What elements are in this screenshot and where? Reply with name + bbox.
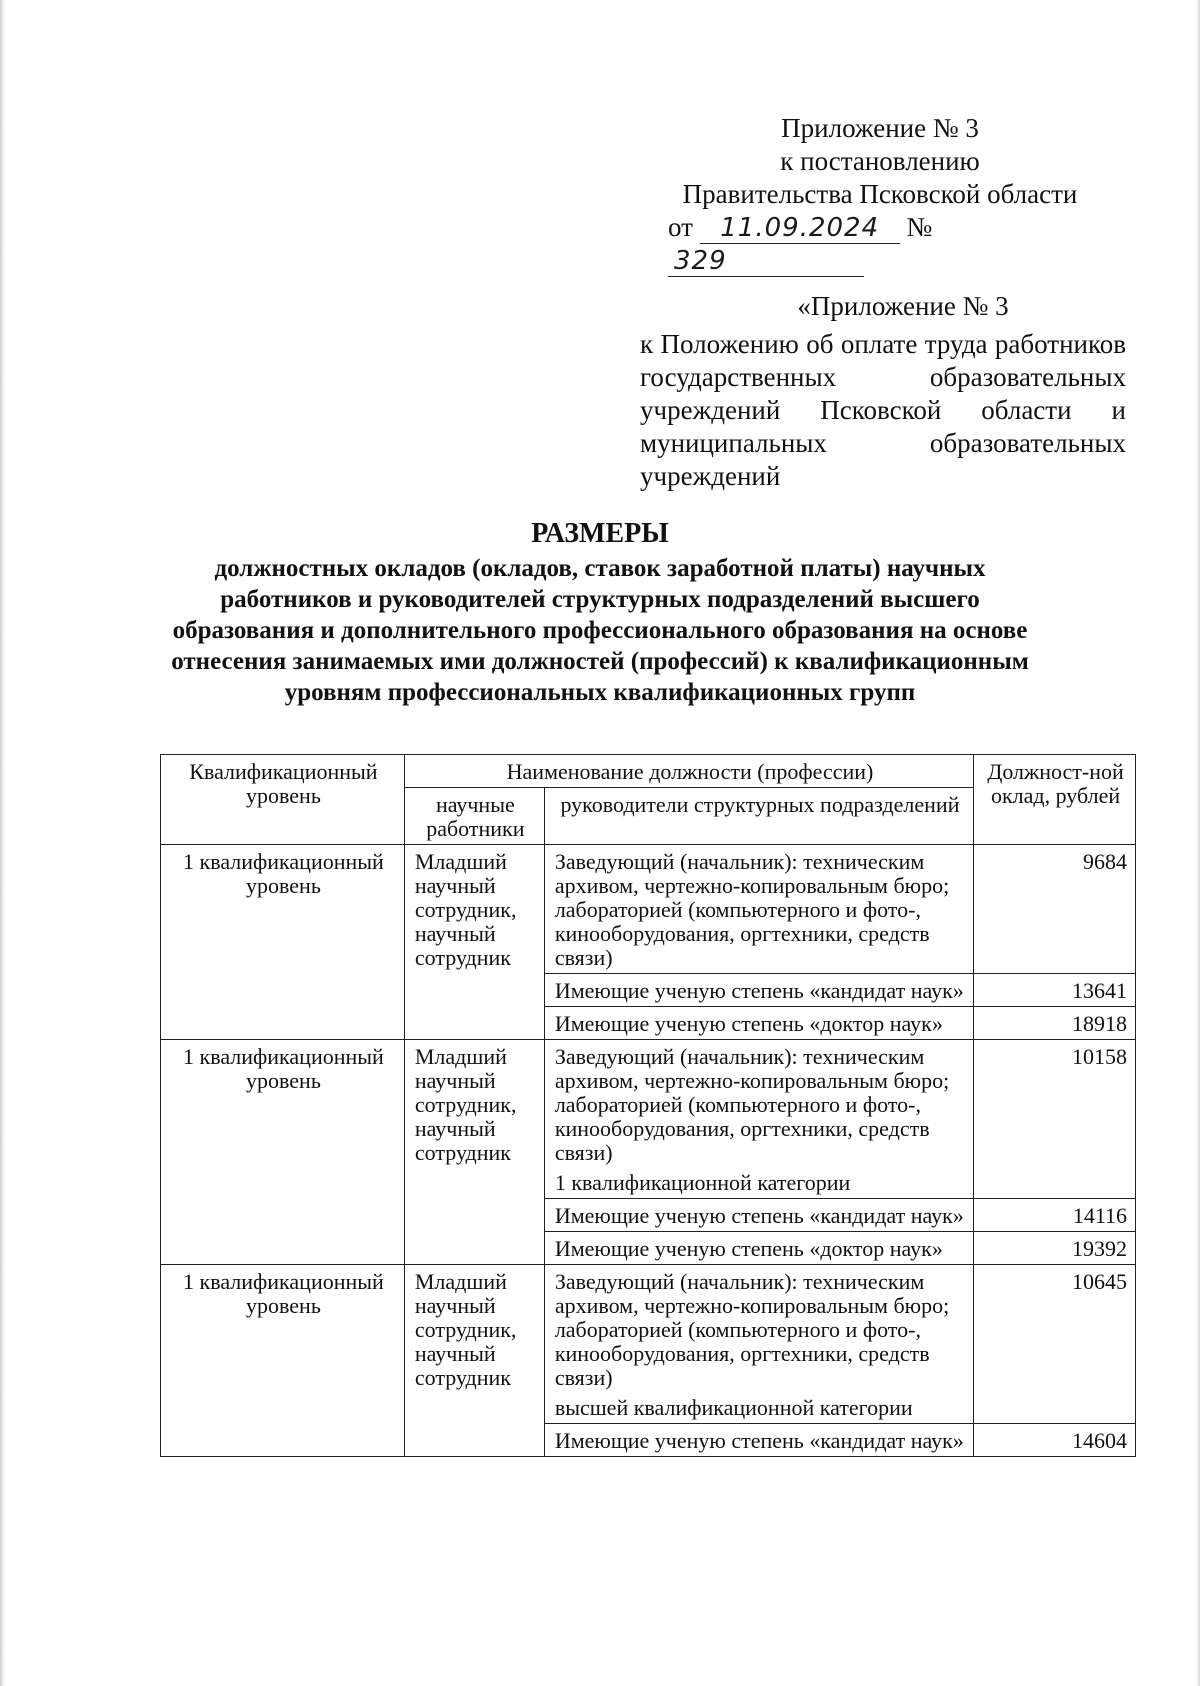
table-row xyxy=(161,1040,1136,1199)
cell-qualification-level: 1 квалификационный уровень xyxy=(161,845,405,1040)
manager-category: 1 квалификационной категории xyxy=(554,1170,851,1195)
cell-qualification-level: 1 квалификационный уровень xyxy=(161,1040,405,1265)
appendix-reference xyxy=(640,290,1126,493)
cell-salary: 10158 xyxy=(974,1040,1136,1199)
table-row xyxy=(161,1265,1136,1424)
document-title: РАЗМЕРЫ xyxy=(531,518,669,549)
header-managers: руководители структурных подразделений xyxy=(544,788,973,845)
cell-salary: 14604 xyxy=(974,1424,1136,1457)
cell-qualification-level: 1 квалификационный уровень xyxy=(161,1265,405,1457)
date-number-line xyxy=(640,211,1120,277)
appendix-regulation-text: к Положению об оплате труда работников государственных образовательных учреждений Псковской области и муниципальных образовательных учреждений xyxy=(640,329,1126,491)
cell-salary: 14116 xyxy=(974,1199,1136,1232)
cell-manager-position: Имеющие ученую степень «кандидат наук» xyxy=(544,1199,973,1232)
manager-position-text: Заведующий (начальник): техническим архивом, чертежно-копировальным бюро; лабораторией (компьютерного и фото-, кинооборудования, оргтехники, средств связи) xyxy=(554,1044,950,1165)
cell-manager-position xyxy=(544,1040,973,1199)
manager-category: высшей квалификационной категории xyxy=(554,1395,913,1420)
cell-salary: 9684 xyxy=(974,845,1136,974)
cell-salary: 13641 xyxy=(974,974,1136,1007)
cell-manager-position: Имеющие ученую степень «доктор наук» xyxy=(544,1232,973,1265)
manager-position-text: Заведующий (начальник): техническим архивом, чертежно-копировальным бюро; лабораторией (компьютерного и фото-, кинооборудования, оргтехники, средств связи) xyxy=(554,1269,950,1390)
header-line-government: Правительства Псковской области xyxy=(682,179,1078,209)
header-qualification-level: Квалификационный уровень xyxy=(161,755,405,845)
date-prefix: от xyxy=(668,212,693,242)
header-line-to-resolution: к постановлению xyxy=(780,146,980,176)
cell-researchers: Младший научный сотрудник, научный сотрудник xyxy=(404,1265,544,1457)
scan-edge-right xyxy=(1195,0,1200,1686)
cell-manager-position: Имеющие ученую степень «кандидат наук» xyxy=(544,1424,973,1457)
cell-salary: 10645 xyxy=(974,1265,1136,1424)
cell-manager-position: Имеющие ученую степень «кандидат наук» xyxy=(544,974,973,1007)
scan-edge-left xyxy=(0,0,6,1686)
number-prefix: № xyxy=(906,212,933,242)
handwritten-date: 11.09.2024 xyxy=(700,213,900,244)
cell-salary: 18918 xyxy=(974,1007,1136,1040)
cell-manager-position xyxy=(544,845,973,974)
manager-position-text: Заведующий (начальник): техническим архивом, чертежно-копировальным бюро; лабораторией (компьютерного и фото-, кинооборудования, оргтехники, средств связи) xyxy=(554,849,950,970)
appendix-title: «Приложение № 3 xyxy=(797,291,1009,321)
salary-table xyxy=(160,754,1136,1457)
cell-manager-position: Имеющие ученую степень «доктор наук» xyxy=(544,1007,973,1040)
cell-salary: 19392 xyxy=(974,1232,1136,1265)
document-subtitle: должностных окладов (окладов, ставок заработной платы) научных работников и руководителей структурных подразделений высшего образования и дополнительного профессионального образования на основе отнесения занимаемых ими должностей (профессий) к квалификационным уровням профессиональных квалификационных групп xyxy=(171,555,1029,706)
table-header-row xyxy=(161,755,1136,788)
header-position-name: Наименование должности (профессии) xyxy=(404,755,973,788)
cell-researchers: Младший научный сотрудник, научный сотрудник xyxy=(404,845,544,1040)
table-row xyxy=(161,845,1136,974)
salary-table-body xyxy=(161,755,1136,1457)
cell-researchers: Младший научный сотрудник, научный сотрудник xyxy=(404,1040,544,1265)
header-salary: Должност-ной оклад, рублей xyxy=(974,755,1136,845)
header-line-appendix: Приложение № 3 xyxy=(781,113,979,143)
document-title-block xyxy=(160,518,1040,708)
handwritten-number: 329 xyxy=(668,246,864,277)
cell-manager-position xyxy=(544,1265,973,1424)
header-researchers: научные работники xyxy=(404,788,544,845)
resolution-header xyxy=(640,112,1120,277)
